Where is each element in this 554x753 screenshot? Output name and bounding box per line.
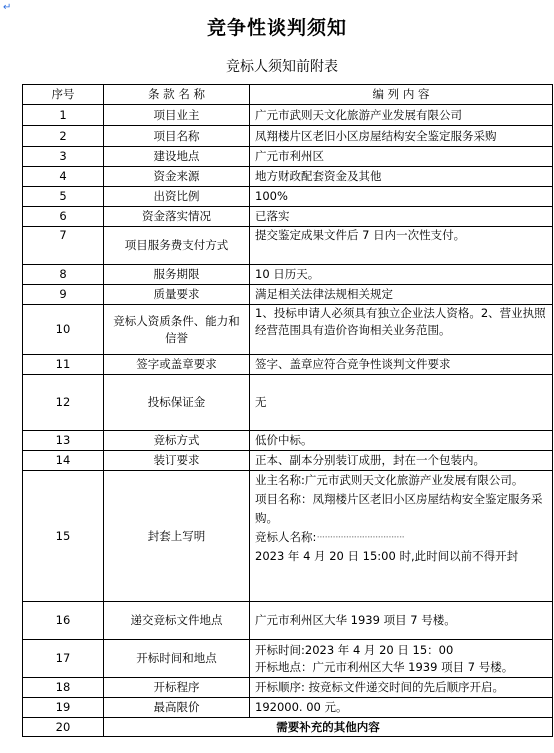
row-no: 20 bbox=[23, 718, 104, 737]
row-item: 质量要求 bbox=[104, 285, 250, 305]
row-no: 10 bbox=[23, 305, 104, 355]
envelope-project-line: 项目名称：凤翔楼片区老旧小区房屋结构安全鉴定服务采购。 bbox=[255, 492, 543, 525]
table-row bbox=[23, 471, 553, 602]
row-item: 签字或盖章要求 bbox=[104, 355, 250, 375]
table-row bbox=[23, 285, 553, 305]
row-no: 8 bbox=[23, 265, 104, 285]
table-row bbox=[23, 678, 553, 698]
row-item: 建设地点 bbox=[104, 147, 250, 167]
document-subtitle: 竞标人须知前附表 bbox=[226, 59, 338, 75]
row-content: 低价中标。 bbox=[250, 431, 553, 451]
row-item: 服务期限 bbox=[104, 265, 250, 285]
row-item: 出资比例 bbox=[104, 187, 250, 207]
table-row bbox=[23, 698, 553, 718]
row-content: 100% bbox=[250, 187, 553, 207]
table-row bbox=[23, 126, 553, 147]
row-no: 13 bbox=[23, 431, 104, 451]
row-item: 开标时间和地点 bbox=[104, 640, 250, 678]
row-content: 签字、盖章应符合竞争性谈判文件要求 bbox=[250, 355, 553, 375]
header-no: 序号 bbox=[23, 85, 104, 105]
row-no: 1 bbox=[23, 105, 104, 126]
row-no: 5 bbox=[23, 187, 104, 207]
row-item: 项目服务费支付方式 bbox=[104, 227, 250, 265]
requirements-table bbox=[22, 84, 553, 737]
row-content: 凤翔楼片区老旧小区房屋结构安全鉴定服务采购 bbox=[250, 126, 553, 147]
row-no: 15 bbox=[23, 471, 104, 602]
row-content: 广元市利州区大华 1939 项目 7 号楼。 bbox=[250, 602, 553, 640]
row-item: 装订要求 bbox=[104, 451, 250, 471]
row-content: 提交鉴定成果文件后 7 日内一次性支付。 bbox=[250, 227, 553, 265]
table-row bbox=[23, 451, 553, 471]
row-no: 14 bbox=[23, 451, 104, 471]
row-content: 地方财政配套资金及其他 bbox=[250, 167, 553, 187]
row-no: 4 bbox=[23, 167, 104, 187]
row-content: 开标顺序: 按竞标文件递交时间的先后顺序开启。 bbox=[250, 678, 553, 698]
row-content bbox=[250, 640, 553, 678]
row-no: 17 bbox=[23, 640, 104, 678]
envelope-bidder-label: 竞标人名称: bbox=[255, 530, 317, 544]
table-row bbox=[23, 305, 553, 355]
row-item: 投标保证金 bbox=[104, 375, 250, 431]
row-content bbox=[250, 471, 553, 602]
table-row bbox=[23, 167, 553, 187]
table-row bbox=[23, 207, 553, 227]
table-header-row bbox=[23, 85, 553, 105]
row-content: 无 bbox=[250, 375, 553, 431]
row-item: 资金落实情况 bbox=[104, 207, 250, 227]
row-item: 竞标人资质条件、能力和信誉 bbox=[104, 305, 250, 355]
table-row bbox=[23, 375, 553, 431]
header-content: 编 列 内 容 bbox=[250, 85, 553, 105]
table-row bbox=[23, 105, 553, 126]
row-no: 16 bbox=[23, 602, 104, 640]
row-content: 1、投标申请人必须具有独立企业法人资格。2、营业执照经营范围具有造价咨询相关业务范围。 bbox=[250, 305, 553, 355]
row-no: 3 bbox=[23, 147, 104, 167]
row-no: 2 bbox=[23, 126, 104, 147]
table-row bbox=[23, 718, 553, 737]
table-row bbox=[23, 265, 553, 285]
blank-underline: ································· bbox=[316, 530, 405, 544]
row-item: 开标程序 bbox=[104, 678, 250, 698]
table-row bbox=[23, 602, 553, 640]
row-item: 资金来源 bbox=[104, 167, 250, 187]
table-row bbox=[23, 187, 553, 207]
row-content: 正本、副本分别装订成册，封在一个包装内。 bbox=[250, 451, 553, 471]
opening-time-line: 开标时间:2023 年 4 月 20 日 15：00 bbox=[255, 642, 454, 657]
header-item: 条 款 名 称 bbox=[104, 85, 250, 105]
row-content: 广元市利州区 bbox=[250, 147, 553, 167]
row-no: 7 bbox=[23, 227, 104, 265]
envelope-deadline-line: 2023 年 4 月 20 日 15:00 时,此时间以前不得开封 bbox=[255, 549, 519, 563]
row-item: 竞标方式 bbox=[104, 431, 250, 451]
row-no: 18 bbox=[23, 678, 104, 698]
row-content: 已落实 bbox=[250, 207, 553, 227]
table-row bbox=[23, 640, 553, 678]
row-no: 19 bbox=[23, 698, 104, 718]
row-item: 封套上写明 bbox=[104, 471, 250, 602]
row-content: 广元市武则天文化旅游产业发展有限公司 bbox=[250, 105, 553, 126]
opening-place-line: 开标地点：广元市利州区大华 1939 项目 7 号楼。 bbox=[255, 659, 514, 674]
table-row bbox=[23, 431, 553, 451]
table-row bbox=[23, 227, 553, 265]
paragraph-mark: ↵ bbox=[3, 2, 12, 13]
envelope-bidder-line bbox=[255, 528, 548, 547]
envelope-owner-line: 业主名称:广元市武则天文化旅游产业发展有限公司。 bbox=[255, 473, 524, 487]
row-no: 12 bbox=[23, 375, 104, 431]
table-row bbox=[23, 355, 553, 375]
row-item: 项目业主 bbox=[104, 105, 250, 126]
table-row bbox=[23, 147, 553, 167]
row-content: 192000. 00 元。 bbox=[250, 698, 553, 718]
row-content: 需要补充的其他内容 bbox=[104, 718, 553, 737]
row-no: 6 bbox=[23, 207, 104, 227]
row-item: 递交竞标文件地点 bbox=[104, 602, 250, 640]
row-content: 满足相关法律法规相关规定 bbox=[250, 285, 553, 305]
row-no: 9 bbox=[23, 285, 104, 305]
row-item: 项目名称 bbox=[104, 126, 250, 147]
row-no: 11 bbox=[23, 355, 104, 375]
row-content: 10 日历天。 bbox=[250, 265, 553, 285]
document-title: 竞争性谈判须知 bbox=[206, 17, 347, 39]
row-item: 最高限价 bbox=[104, 698, 250, 718]
